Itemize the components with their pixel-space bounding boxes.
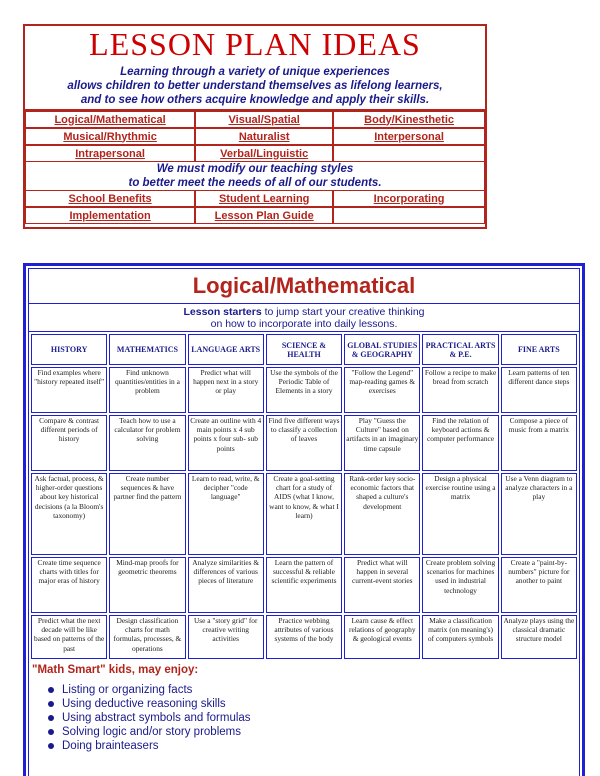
modify-line: We must modify our teaching styles: [156, 163, 354, 175]
table-cell: Create a goal-setting chart for a study of AIDS (what I know, want to know, & what I learn): [266, 473, 342, 555]
list-item: Using abstract symbols and formulas: [62, 711, 576, 725]
table-cell: Find five different ways to classify a collection of leaves: [266, 415, 342, 471]
empty-cell: [333, 207, 485, 224]
list-item: Solving logic and/or story problems: [62, 725, 576, 739]
list-item: Doing brainteasers: [62, 739, 576, 753]
link-school-benefits[interactable]: School Benefits: [25, 190, 195, 207]
modify-text: [25, 162, 485, 190]
table-cell: Create an outline with 4 main points x 4 sub points x four sub- sub points: [188, 415, 264, 471]
table-cell: Create number sequences & have partner find the pattern: [109, 473, 185, 555]
table-cell: Teach how to use a calculator for problem solving: [109, 415, 185, 471]
list-item: Using deductive reasoning skills: [62, 697, 576, 711]
table-cell: Learn the pattern of successful & reliable scientific experiments: [266, 557, 342, 613]
bullet-icon: [48, 701, 54, 707]
link-visual-spatial[interactable]: Visual/Spatial: [195, 111, 333, 128]
link-body-kinesthetic[interactable]: Body/Kinesthetic: [333, 111, 485, 128]
table-cell: Find unknown quantities/entities in a problem: [109, 367, 185, 413]
resources-nav: [25, 190, 485, 224]
table-cell: Learn to read, write, & decipher "code language": [188, 473, 264, 555]
link-interpersonal[interactable]: Interpersonal: [333, 128, 485, 145]
lesson-starters-text: [29, 304, 579, 332]
table-cell: Analyze similarities & differences of various pieces of literature: [188, 557, 264, 613]
link-lesson-plan-guide[interactable]: Lesson Plan Guide: [195, 207, 333, 224]
intro-text: [25, 63, 485, 111]
lesson-starters-table: [29, 332, 579, 661]
header-mathematics: MATHEMATICS: [109, 334, 185, 365]
link-intrapersonal[interactable]: Intrapersonal: [25, 145, 195, 162]
table-cell: Play "Guess the Culture" based on artifacts in an imaginary time capsule: [344, 415, 420, 471]
header-language-arts: LANGUAGE ARTS: [188, 334, 264, 365]
intro-line: and to see how others acquire knowledge and apply their skills.: [80, 94, 430, 106]
header-global-studies: GLOBAL STUDIES & GEOGRAPHY: [344, 334, 420, 365]
table-row: [31, 615, 577, 659]
table-cell: Predict what will happen in several current-event stories: [344, 557, 420, 613]
starter-rest: to jump start your creative thinking: [261, 306, 425, 318]
bullet-icon: [48, 743, 54, 749]
table-cell: Compare & contrast different periods of history: [31, 415, 107, 471]
math-smart-section: [29, 661, 579, 753]
bullet-icon: [48, 715, 54, 721]
bullet-icon: [48, 687, 54, 693]
table-cell: Predict what the next decade will be like based on patterns of the past: [31, 615, 107, 659]
section-title: Logical/Mathematical: [29, 269, 579, 304]
bullet-icon: [48, 729, 54, 735]
table-row: [31, 415, 577, 471]
starter-line2: on how to incorporate into daily lessons.: [210, 318, 398, 330]
header-fine-arts: FINE ARTS: [501, 334, 577, 365]
table-row: [31, 367, 577, 413]
table-cell: Use the symbols of the Periodic Table of Elements in a story: [266, 367, 342, 413]
table-cell: Mind-map proofs for geometric theorems: [109, 557, 185, 613]
header-science-health: SCIENCE & HEALTH: [266, 334, 342, 365]
table-cell: Design a physical exercise routine using a matrix: [422, 473, 498, 555]
empty-cell: [333, 145, 485, 162]
table-cell: Learn cause & effect relations of geography & geological events: [344, 615, 420, 659]
intro-line: Learning through a variety of unique experiences: [120, 66, 390, 78]
table-cell: Use a Venn diagram to analyze characters in a play: [501, 473, 577, 555]
link-logical-mathematical[interactable]: Logical/Mathematical: [25, 111, 195, 128]
link-implementation[interactable]: Implementation: [25, 207, 195, 224]
link-musical-rhythmic[interactable]: Musical/Rhythmic: [25, 128, 195, 145]
lesson-plan-ideas-box: [23, 24, 487, 229]
header-history: HISTORY: [31, 334, 107, 365]
math-smart-heading: "Math Smart" kids, may enjoy:: [32, 664, 199, 676]
math-smart-list: [32, 683, 576, 753]
page-title: LESSON PLAN IDEAS: [89, 26, 421, 62]
table-cell: Learn patterns of ten different dance steps: [501, 367, 577, 413]
table-cell: Compose a piece of music from a matrix: [501, 415, 577, 471]
logical-mathematical-section: [23, 263, 585, 776]
link-incorporating[interactable]: Incorporating: [333, 190, 485, 207]
table-cell: Rank-order key socio-economic factors that shaped a culture's development: [344, 473, 420, 555]
table-cell: Predict what will happen next in a story or play: [188, 367, 264, 413]
table-cell: Practice webbing attributes of various systems of the body: [266, 615, 342, 659]
table-cell: Find the relation of keyboard actions & computer performance: [422, 415, 498, 471]
intro-line: allows children to better understand themselves as lifelong learners,: [67, 80, 443, 92]
table-cell: Make a classification matrix (on meaning's) of computers symbols: [422, 615, 498, 659]
table-row: [31, 473, 577, 555]
starter-bold: Lesson starters: [183, 306, 262, 318]
list-item: Listing or organizing facts: [62, 683, 576, 697]
header-practical-arts: PRACTICAL ARTS & P.E.: [422, 334, 498, 365]
link-naturalist[interactable]: Naturalist: [195, 128, 333, 145]
table-cell: Design classification charts for math formulas, processes, & operations: [109, 615, 185, 659]
table-row: [31, 557, 577, 613]
table-cell: Create a "paint-by-numbers" picture for another to paint: [501, 557, 577, 613]
modify-line: to better meet the needs of all of our students.: [128, 177, 382, 189]
table-cell: "Follow the Legend" map-reading games & exercises: [344, 367, 420, 413]
link-student-learning[interactable]: Student Learning: [195, 190, 333, 207]
table-cell: Ask factual, process, & higher-order questions about key historical decisions (a la Bloom's taxonomy): [31, 473, 107, 555]
table-cell: Use a "story grid" for creative writing activities: [188, 615, 264, 659]
table-cell: Create time sequence charts with titles for major eras of history: [31, 557, 107, 613]
table-cell: Follow a recipe to make bread from scratch: [422, 367, 498, 413]
table-cell: Create problem solving scenarios for machines used in industrial technology: [422, 557, 498, 613]
table-cell: Analyze plays using the classical dramatic structure model: [501, 615, 577, 659]
link-verbal-linguistic[interactable]: Verbal/Linguistic: [195, 145, 333, 162]
intelligences-nav: [25, 111, 485, 162]
table-cell: Find examples where "history repeated itself": [31, 367, 107, 413]
